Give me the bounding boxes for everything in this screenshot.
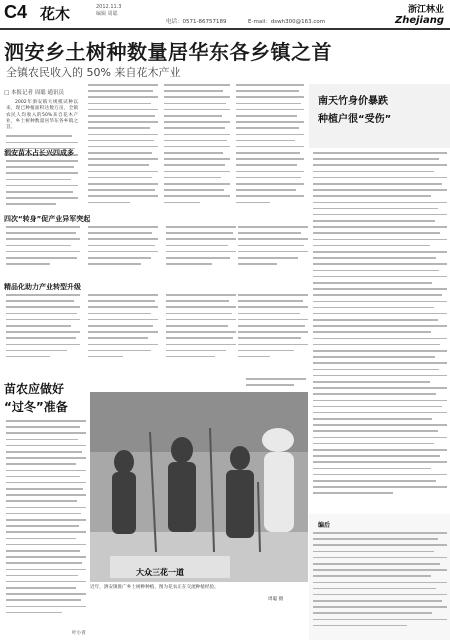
photo-banner: 大众三花一道 <box>136 568 184 577</box>
left-feature-body <box>6 420 86 626</box>
right-feature-title: 南天竹身价暴跌 <box>318 96 388 107</box>
section-title: 泗安苗木占长兴四成多 <box>4 149 74 157</box>
byline: □ 本报记者 周聪 通讯员 <box>4 90 64 96</box>
right-feature-body <box>313 152 447 512</box>
page-headline: 泗安乡土树种数量居华东各乡镇之首 <box>4 40 332 64</box>
article-column-1d <box>6 294 306 376</box>
photo-author: 周聪 摄 <box>268 597 284 602</box>
left-feature-author: 叶小青 <box>72 631 86 636</box>
issue-meta <box>96 4 121 18</box>
section-title: 精品化助力产业转型升级 <box>4 283 81 291</box>
right-feature-title-line2: 种植户很“受伤” <box>318 114 392 125</box>
editor-line: 编辑 周聪 <box>96 11 118 17</box>
photo-illustration <box>90 392 308 582</box>
contact-tel: 电话：0571-86757189 <box>166 19 227 25</box>
paper-name-secondary: Zhejiang <box>394 15 444 26</box>
article-column-2 <box>88 84 158 210</box>
section-title: 四次“转身”促产业异军突起 <box>4 215 91 223</box>
article-column-5 <box>246 378 306 392</box>
lead-paragraph: 2002年泗安镇大规模试种以来，现已种植面积达数万亩，全镇农民人均收入的50%来自花木产业，乡土树种数量居华东各乡镇之首。 <box>6 100 78 131</box>
sidebar-title: 编后 <box>318 522 331 529</box>
paper-name: 浙江林业 <box>407 5 444 15</box>
article-column-4 <box>236 84 304 210</box>
photo-caption: 近年，泗安镇推广乡土树种种植，图为花农正在交流种植经验。 <box>90 585 219 590</box>
left-feature-title-line2: “过冬”准备 <box>4 400 68 414</box>
page-subhead: 全镇农民收入的 50% 来自花木产业 <box>6 66 181 79</box>
article-column-1b <box>6 160 78 214</box>
article-column-3 <box>164 84 230 210</box>
contact-email: E-mail：dswh300@163.com <box>248 19 326 25</box>
left-feature-title: 苗农应做好 <box>4 382 65 396</box>
section-number: C4 <box>4 2 28 22</box>
article-column-1c <box>6 226 306 278</box>
masthead <box>0 0 450 30</box>
issue-date: 2012.11.3 <box>96 4 122 10</box>
section-name: 花木 <box>40 5 71 23</box>
news-photo <box>90 392 308 582</box>
sidebar-body <box>313 532 447 636</box>
